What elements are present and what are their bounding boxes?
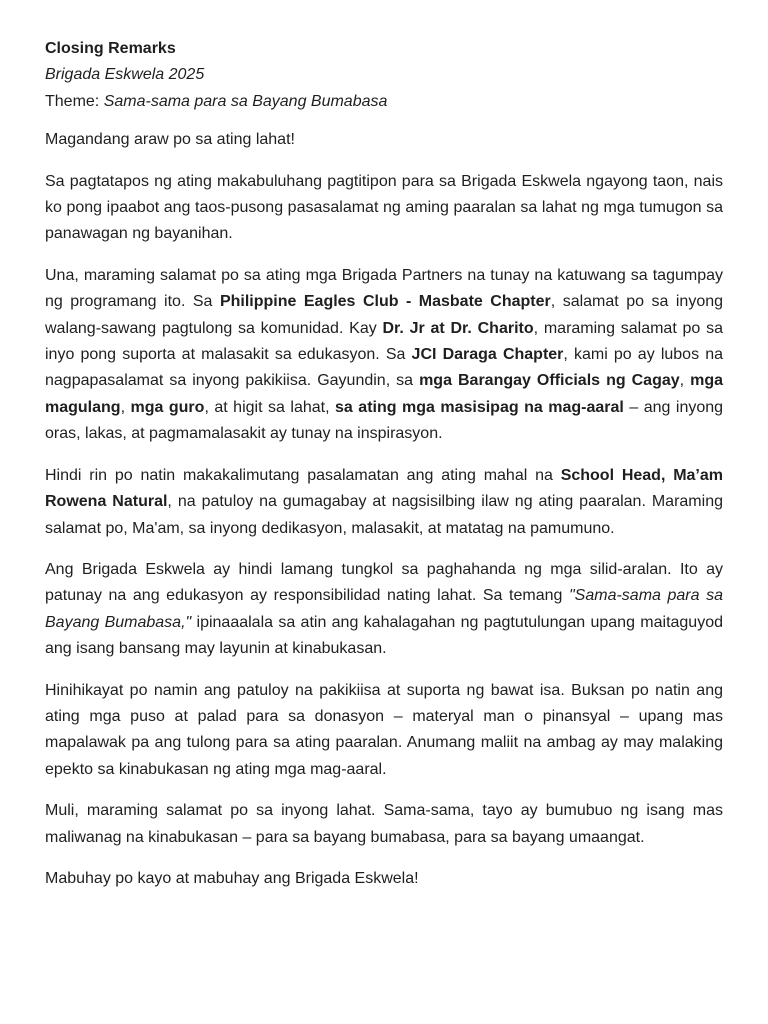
text-span: ipinaaalala sa atin ang kahalagahan ng pagtutulungan upang maitaguyod ang isang bansang may layunin at kinabukasan. xyxy=(45,613,724,658)
partner-jci: JCI Daraga Chapter xyxy=(411,346,564,364)
partner-barangay: mga Barangay Officials ng Cagay xyxy=(419,372,680,390)
text-span: Una, maraming salamat po sa ating mga Brigada Partners na tunay na katuwang sa tagumpay ng programang ito. Sa xyxy=(45,266,723,311)
partner-teachers: mga guro xyxy=(130,398,205,416)
text-span: Hindi rin po natin makakalimutang pasalamatan ang ating mahal na xyxy=(45,466,561,484)
text-span: , xyxy=(679,372,691,390)
text-span: , maraming salamat po sa inyo pong suporta at malasakit sa edukasyon. Sa xyxy=(45,319,723,364)
thanks-paragraph: Muli, maraming salamat po sa inyong lahat. Sama-sama, tayo ay bumubuo ng isang mas maliwanag na kinabukasan – para sa bayang bumabasa, para sa bayang umaangat. xyxy=(45,802,723,846)
theme-quote: "Sama-sama para sa Bayang Bumabasa," xyxy=(45,587,724,631)
document-header xyxy=(45,36,723,115)
school-head-paragraph xyxy=(45,463,723,542)
partners-paragraph xyxy=(45,263,723,448)
partner-eagles-club: Philippine Eagles Club - Masbate Chapter xyxy=(219,293,551,311)
text-span: , na patuloy na gumagabay at nagsisilbing ilaw ng ating paaralan. Maraming salamat po, Ma'am, sa inyong dedikasyon, malasakit, at matatag na pamumuno. xyxy=(45,493,723,537)
partner-doctors: Dr. Jr at Dr. Charito xyxy=(382,319,534,337)
text-span: , xyxy=(120,398,131,416)
theme-paragraph xyxy=(45,557,723,663)
school-head-name: School Head, Ma’am Rowena Natural xyxy=(45,466,724,511)
theme-line xyxy=(45,89,723,115)
theme-value: Sama-sama para sa Bayang Bumabasa xyxy=(103,92,388,110)
greeting-paragraph: Magandang araw po sa ating lahat! xyxy=(45,131,295,149)
partner-students: sa ating mga masisipag na mag-aaral xyxy=(335,398,624,416)
text-span: , salamat po sa inyong walang-sawang pagtulong sa komunidad. Kay xyxy=(45,293,724,337)
text-span: , kami po ay lubos na nagpapasalamat sa inyong pakikiisa. Gayundin, sa xyxy=(45,346,723,390)
document-title: Closing Remarks xyxy=(45,40,176,57)
text-span: – ang inyong oras, lakas, at pagmamalasakit ay tunay na inspirasyon. xyxy=(45,398,724,443)
intro-paragraph: Sa pagtatapos ng ating makabuluhang pagtitipon para sa Brigada Eskwela ngayong taon, nais ko pong ipaabot ang taos-pusong pasasalamat ng aming paaralan sa lahat ng mga tumugon sa panawagan ng bayanihan. xyxy=(45,172,723,243)
donation-paragraph: Hinihikayat po namin ang patuloy na pakikiisa at suporta ng bawat isa. Buksan po natin ang ating mga puso at palad para sa donasyon – materyal man o pinansyal – upang mas mapalawak pa ang tulong para sa ating paaralan. Anumang maliit na ambag ay may malaking epekto sa kinabukasan ng ating mga mag-aaral. xyxy=(45,681,723,778)
partner-parents: mga magulang xyxy=(45,372,724,416)
text-span: Ang Brigada Eskwela ay hindi lamang tungkol sa paghahanda ng mga silid-aralan. Ito ay patunay na ang edukasyon ay responsibilidad nating lahat. Sa temang xyxy=(45,560,723,605)
text-span: , at higit sa lahat, xyxy=(204,398,336,416)
event-name: Brigada Eskwela 2025 xyxy=(45,66,205,84)
theme-label: Theme: xyxy=(45,92,104,110)
closing-line: Mabuhay po kayo at mabuhay ang Brigada Eskwela! xyxy=(45,869,419,887)
document-page xyxy=(45,36,723,907)
